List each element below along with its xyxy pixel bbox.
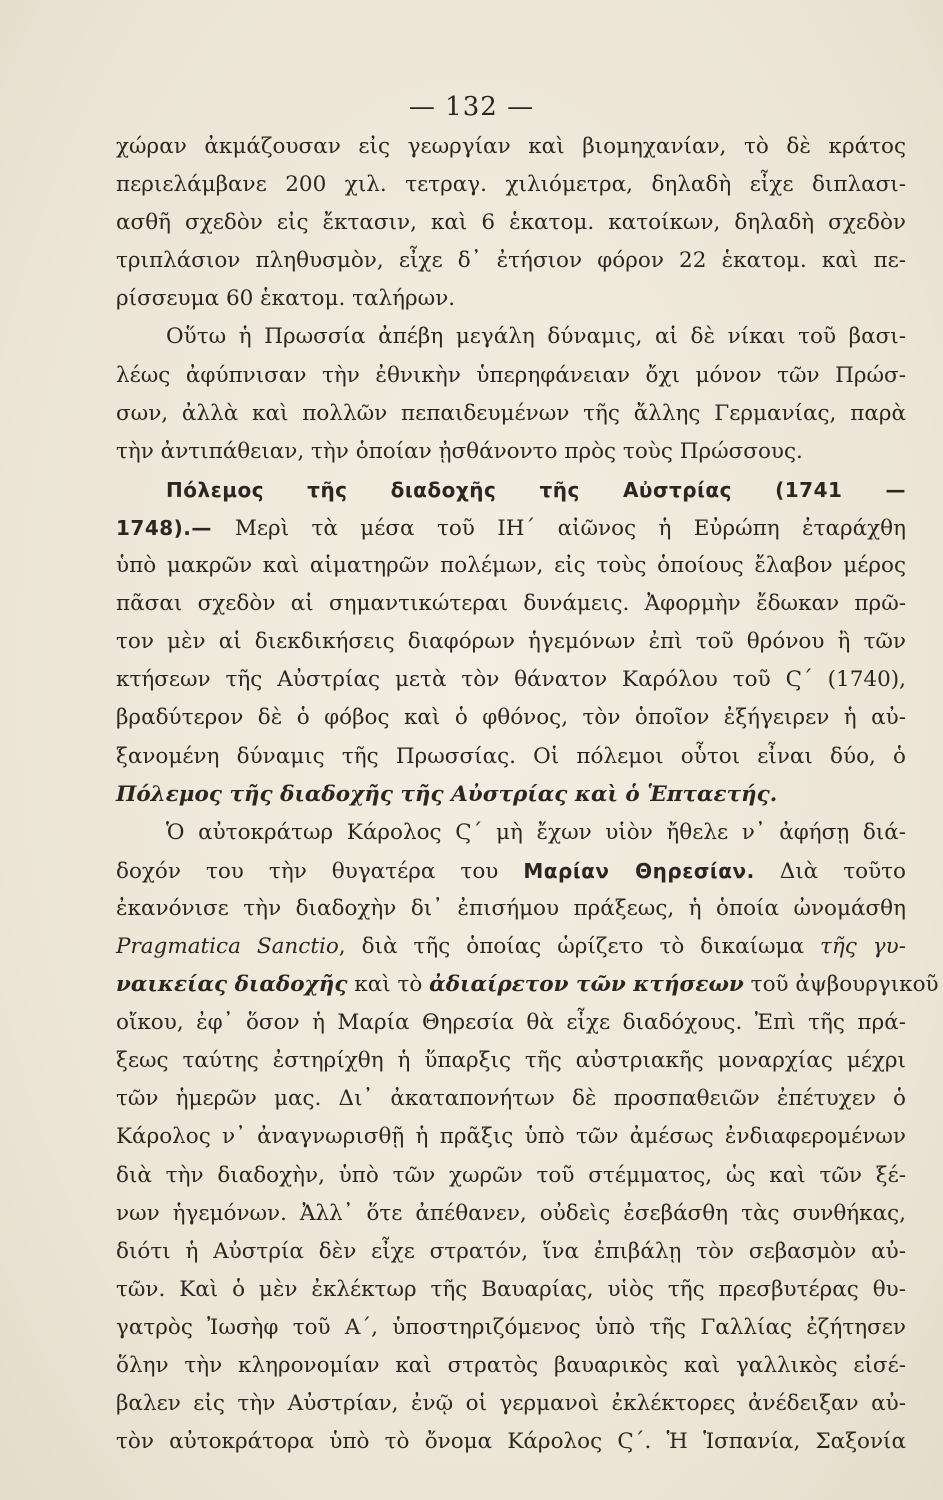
- text-line: [116, 776, 906, 814]
- line-text: διὰ τὴν διαδοχὴν, ὑπὸ τῶν χωρῶν τοῦ στέμματος, ὡς καὶ τῶν ξέ-: [116, 1162, 906, 1188]
- line-text: ἐκανόνισε τὴν διαδοχὴν δι᾽ ἐπισήμου πράξεως, ἡ ὁποία ὠνομάσθη: [116, 895, 906, 921]
- line-text: δοχόν του τὴν θυγατέρα του: [116, 858, 524, 884]
- line-text: οἴκου, ἐφ᾽ ὅσον ἡ Μαρία Θηρεσία θὰ εἶχε διαδόχους. Ἐπὶ τῆς πρά-: [116, 1010, 906, 1036]
- line-text: Οὕτω ἡ Πρωσσία ἀπέβη μεγάλη δύναμις, αἱ δὲ νίκαι τοῦ βασι-: [166, 324, 906, 350]
- text-line: [116, 1233, 906, 1271]
- text-line: [116, 661, 906, 699]
- line-text: ξανομένη δύναμις τῆς Πρωσσίας. Οἱ πόλεμοι οὗτοι εἶναι δύο, ὁ: [116, 743, 906, 769]
- text-line: [116, 1347, 906, 1385]
- text-line: [116, 242, 906, 280]
- text-line: [116, 1004, 906, 1042]
- text-line: [116, 547, 906, 585]
- line-text: Κάρολος ν᾽ ἀναγνωρισθῇ ἡ πρᾶξις ὑπὸ τῶν ἀμέσως ἐνδιαφερομένων: [116, 1124, 906, 1150]
- text-line: [116, 395, 906, 433]
- emphasis-text: τῆς γυ-: [820, 933, 906, 959]
- line-text: τριπλάσιον πληθυσμὸν, εἶχε δ᾽ ἐτήσιον φόρον 22 ἑκατομ. καὶ πε-: [116, 248, 906, 274]
- line-text: ὑπὸ μακρῶν καὶ αἱματηρῶν πολέμων, εἰς τοὺς ὁποίους ἔλαβον μέρος: [116, 553, 906, 579]
- line-text: σων, ἀλλὰ καὶ πολλῶν πεπαιδευμένων τῆς ἄλλης Γερμανίας, παρὰ: [116, 400, 906, 426]
- text-line: [116, 1080, 906, 1118]
- text-line: [116, 433, 906, 471]
- line-text: , διὰ τῆς ὁποίας ὡρίζετο τὸ δικαίωμα: [338, 933, 821, 959]
- line-text: περιελάμβανε 200 χιλ. τετραγ. χιλιόμετρα, δηλαδὴ εἶχε διπλασι-: [116, 172, 906, 198]
- text-line: [116, 623, 906, 661]
- text-line: [116, 814, 906, 852]
- text-line: [116, 128, 906, 166]
- text-line: [116, 1157, 906, 1195]
- line-text: βραδύτερον δὲ ὁ φόβος καὶ ὁ φθόνος, τὸν ὁποῖον ἐξήγειρεν ἡ αὐ-: [116, 705, 906, 731]
- line-text: Μερὶ τὰ μέσα τοῦ ΙΗ΄ αἰῶνος ἡ Εὐρώπη ἐταράχθη: [234, 515, 906, 541]
- text-line: [116, 204, 906, 242]
- text-line: [116, 1385, 906, 1423]
- line-text: ὅλην τὴν κληρονομίαν καὶ στρατὸς βαυαρικὸς καὶ γαλλικὸς εἰσέ-: [116, 1353, 906, 1378]
- line-text: τῶν ἡμερῶν μας. Δι᾽ ἀκαταπονήτων δὲ προσπαθειῶν ἐπέτυχεν ὁ: [116, 1086, 906, 1112]
- page-number: — 132 —: [408, 92, 535, 122]
- line-text: τὴν ἀντιπάθειαν, τὴν ὁποίαν ᾐσθάνοντο πρὸς τοὺς Πρώσσους.: [116, 438, 803, 464]
- line-text: ξεως ταύτης ἐστηρίχθη ἡ ὕπαρξις τῆς αὐστριακῆς μοναρχίας μέχρι: [116, 1048, 906, 1074]
- text-line: [116, 738, 906, 776]
- text-line: [116, 852, 906, 890]
- line-text: χώραν ἀκμάζουσαν εἰς γεωργίαν καὶ βιομηχανίαν, τὸ δὲ κράτος: [116, 134, 906, 159]
- text-line: [116, 471, 906, 509]
- text-line: [116, 928, 906, 966]
- text-line: [116, 357, 906, 395]
- line-text: γατρὸς Ἰωσὴφ τοῦ Α΄, ὑποστηριζόμενος ὑπὸ τῆς Γαλλίας ἐζήτησεν: [116, 1314, 906, 1340]
- text-line: [116, 166, 906, 204]
- text-line: [116, 1042, 906, 1080]
- line-text: τῶν. Καὶ ὁ μὲν ἐκλέκτωρ τῆς Βαυαρίας, υἱὸς τῆς πρεσβυτέρας θυ-: [116, 1276, 906, 1302]
- line-text: πᾶσαι σχεδὸν αἱ σημαντικώτεραι δυνάμεις. Ἀφορμὴν ἔδωκαν πρῶ-: [116, 591, 906, 617]
- body-text: [116, 128, 939, 1461]
- text-line: [116, 1423, 906, 1461]
- text-line: [116, 1118, 906, 1156]
- text-line: [116, 890, 906, 928]
- bold-heading-text: 1748).—: [116, 515, 235, 540]
- line-text: βαλεν εἰς τὴν Αὐστρίαν, ἐνῷ οἱ γερμανοὶ ἐκλέκτορες ἀνέδειξαν αὐ-: [116, 1391, 906, 1417]
- text-line: [116, 318, 906, 356]
- text-line: [116, 1195, 906, 1233]
- emphasis-text: Πόλεμος τῆς διαδοχῆς τῆς Αὐστρίας καὶ ὁ Ἑπταετής.: [116, 781, 778, 807]
- bold-heading-text: Πόλεμος τῆς διαδοχῆς τῆς Αὐστρίας (1741 —: [166, 477, 906, 502]
- line-text: Διὰ τοῦτο: [754, 858, 906, 884]
- text-line: [116, 1309, 906, 1347]
- text-line: [116, 509, 906, 547]
- text-line: [116, 1271, 906, 1309]
- line-text: ρίσσευμα 60 ἑκατομ. ταλήρων.: [116, 286, 456, 312]
- line-text: λέως ἀφύπνισαν τὴν ἐθνικὴν ὑπερηφάνειαν ὄχι μόνον τῶν Πρώσ-: [116, 362, 906, 388]
- bold-heading-text: Μαρίαν Θηρεσίαν.: [523, 858, 755, 883]
- emphasis-text: ναικείας διαδοχῆς: [116, 972, 348, 998]
- line-text: διότι ἡ Αὐστρία δὲν εἶχε στρατόν, ἵνα ἐπιβάλῃ τὸν σεβασμὸν αὐ-: [116, 1238, 906, 1264]
- text-line: [116, 585, 906, 623]
- line-text: καὶ τὸ: [347, 972, 430, 998]
- line-text: τον μὲν αἱ διεκδικήσεις διαφόρων ἡγεμόνων ἐπὶ τοῦ θρόνου ἢ τῶν: [116, 629, 906, 655]
- line-text: νων ἡγεμόνων. Ἀλλ᾽ ὅτε ἀπέθανεν, οὐδεὶς ἐσεβάσθη τὰς συνθήκας,: [116, 1200, 906, 1226]
- emphasis-text: ἀδιαίρετον τῶν κτήσεων: [429, 972, 744, 998]
- line-text: ασθῆ σχεδὸν εἰς ἔκτασιν, καὶ 6 ἑκατομ. κατοίκων, δηλαδὴ σχεδὸν: [116, 210, 906, 236]
- line-text: Ὁ αὐτοκράτωρ Κάρολος Ϛ΄ μὴ ἔχων υἱὸν ἤθελε ν᾽ ἀφήσῃ διά-: [166, 819, 906, 845]
- text-line: [116, 280, 906, 318]
- line-text: κτήσεων τῆς Αὐστρίας μετὰ τὸν θάνατον Καρόλου τοῦ Ϛ΄ (1740),: [116, 667, 906, 693]
- line-text: τὸν αὐτοκράτορα ὑπὸ τὸ ὄνομα Κάρολος Ϛ΄. Ἡ Ἱσπανία, Σαξονία: [116, 1429, 906, 1455]
- text-line: [116, 699, 906, 737]
- line-text: τοῦ ἀψβουργικοῦ: [743, 972, 939, 998]
- text-line: [116, 966, 939, 1004]
- emphasis-text: Pragmatica Sanctio: [116, 933, 339, 959]
